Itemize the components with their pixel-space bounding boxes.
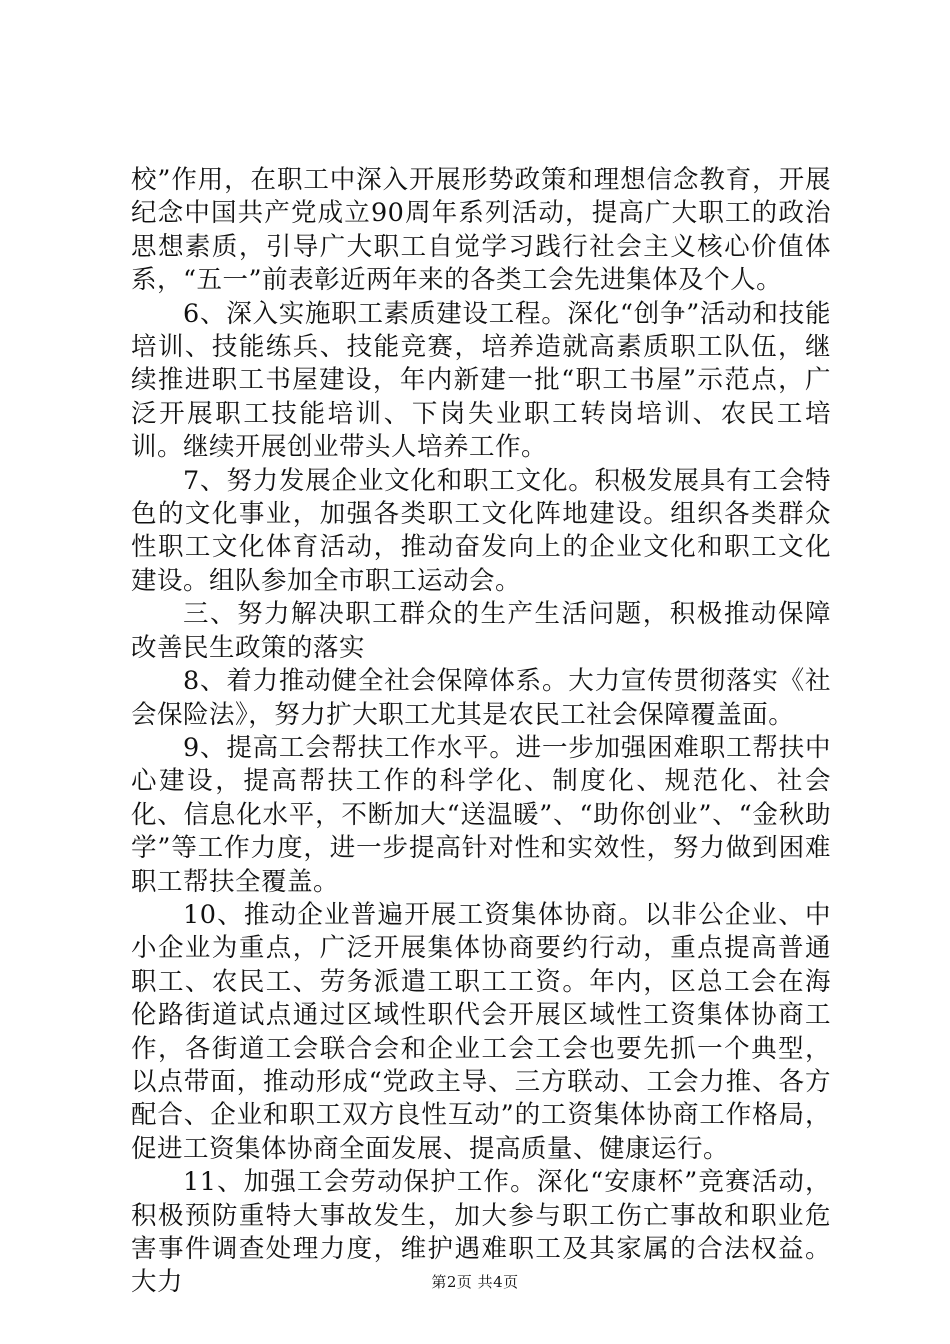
page-footer: 第2页 共4页 (431, 1273, 519, 1291)
document-body (131, 164, 831, 1300)
paragraph-item-6: 6、深入实施职工素质建设工程。深化“创争”活动和技能培训、技能练兵、技能竞赛，培养造就高素质职工队伍，继续推进职工书屋建设，年内新建一批“职工书屋”示范点，广泛开展职工技能培训、下岗失业职工转岗培训、农民工培训。继续开展创业带头人培养工作。 (131, 298, 831, 463)
section-heading-3: 三、努力解决职工群众的生产生活问题，积极推动保障改善民生政策的落实 (131, 599, 831, 663)
paragraph-item-8: 8、着力推动健全社会保障体系。大力宣传贯彻落实《社会保险法》，努力扩大职工尤其是农民工社会保障覆盖面。 (131, 666, 831, 730)
paragraph-continuation: 校”作用，在职工中深入开展形势政策和理想信念教育，开展纪念中国共产党成立90周年系列活动，提高广大职工的政治思想素质，引导广大职工自觉学习践行社会主义核心价值体系，“五一”前表彰近两年来的各类工会先进集体及个人。 (131, 165, 831, 296)
paragraph-item-10: 10、推动企业普遍开展工资集体协商。以非公企业、中小企业为重点，广泛开展集体协商要约行动，重点提高普通职工、农民工、劳务派遣工职工工资。年内，区总工会在海伦路街道试点通过区域性职代会开展区域性工资集体协商工作，各街道工会联合会和企业工会工会也要先抓一个典型，以点带面，推动形成“党政主导、三方联动、工会力推、各方配合、企业和职工双方良性互动”的工资集体协商工作格局，促进工资集体协商全面发展、提高质量、健康运行。 (131, 899, 831, 1164)
paragraph-item-9: 9、提高工会帮扶工作水平。进一步加强困难职工帮扶中心建设，提高帮扶工作的科学化、制度化、规范化、社会化、信息化水平，不断加大“送温暖”、“助你创业”、“金秋助学”等工作力度，进一步提高针对性和实效性，努力做到困难职工帮扶全覆盖。 (131, 732, 831, 897)
paragraph-item-11: 11、加强工会劳动保护工作。深化“安康杯”竞赛活动，积极预防重特大事故发生，加大参与职工伤亡事故和职业危害事件调查处理力度，维护遇难职工及其家属的合法权益。大力 (131, 1167, 831, 1298)
paragraph-item-7: 7、努力发展企业文化和职工文化。积极发展具有工会特色的文化事业，加强各类职工文化阵地建设。组织各类群众性职工文化体育活动，推动奋发向上的企业文化和职工文化建设。组队参加全市职工运动会。 (131, 465, 831, 596)
